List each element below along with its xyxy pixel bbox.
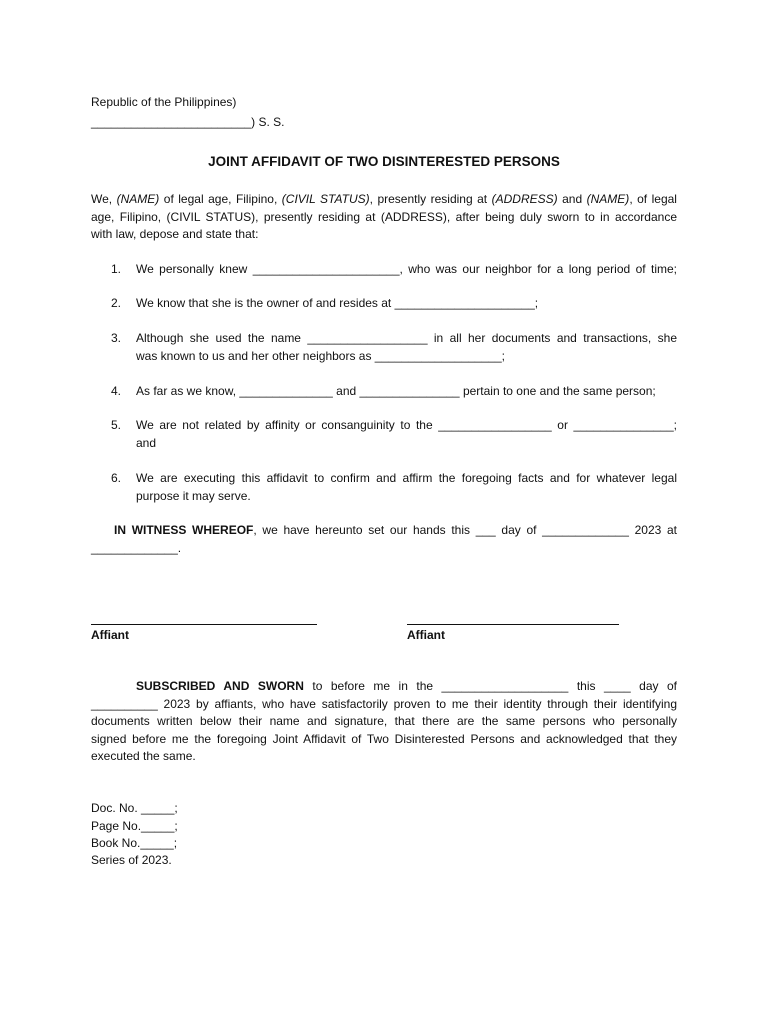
- item-text: We personally knew ______________________, who was our neighbor for a long period of time;: [136, 262, 677, 276]
- intro-paragraph: [91, 191, 677, 244]
- item-text: As far as we know, ______________ and _______________ pertain to one and the same person;: [136, 384, 656, 398]
- intro-line-1: We, (NAME) of legal age, Filipino, (CIVIL STATUS), presently residing at (ADDRESS) and (NAME), of legal: [91, 192, 677, 206]
- jurat-line-1: SUBSCRIBED AND SWORN to before me in the ___________________ this ____ day of: [136, 679, 678, 693]
- jurat-line-4: signed before me the foregoing Joint Affidavit of Two Disinterested Persons and acknowledged that they: [91, 731, 677, 746]
- jurat-paragraph: [91, 678, 677, 766]
- doc-no: Doc. No. _____;: [91, 801, 178, 815]
- series: Series of 2023.: [91, 853, 172, 867]
- item-text: We are executing this affidavit to confirm and affirm the foregoing facts and for whatever legal purpose it may serve.: [136, 471, 677, 503]
- right-affiant-label: Affiant: [407, 628, 445, 642]
- item-number: 1.: [111, 262, 122, 276]
- venue-line-2: ________________________) S. S.: [91, 115, 285, 129]
- item-number: 6.: [111, 471, 122, 485]
- item-number: 2.: [111, 296, 122, 310]
- jurat-line-2: __________ 2023 by affiants, who have satisfactorily proven to me their identity through their identifying: [91, 696, 677, 711]
- item-text: Although she used the name __________________ in all her documents and transactions, she was known to us and her other neighbors as ___________________;: [136, 331, 677, 363]
- book-no: Book No._____;: [91, 836, 178, 850]
- jurat-line-3: documents written below their name and signature, that there are the same persons who personally: [91, 714, 677, 728]
- venue-line-1: Republic of the Philippines): [91, 95, 237, 109]
- jurat-line-5: executed the same.: [91, 749, 196, 763]
- item-text: We are not related by affinity or consanguinity to the _________________ or _______________; and: [136, 418, 677, 450]
- item-number: 3.: [111, 331, 122, 345]
- witness-line-1: IN WITNESS WHEREOF, we have hereunto set our hands this ___ day of _____________ 2023 at: [114, 523, 677, 537]
- intro-line-2: age, Filipino, (CIVIL STATUS), presently residing at (ADDRESS), after being duly sworn to in accordance: [91, 209, 677, 224]
- item-number: 5.: [111, 418, 122, 432]
- page-no: Page No._____;: [91, 819, 178, 833]
- item-number: 4.: [111, 384, 122, 398]
- item-text: We know that she is the owner of and resides at _____________________;: [136, 296, 539, 310]
- left-affiant-label: Affiant: [91, 628, 129, 642]
- right-signature-line: [407, 624, 619, 625]
- witness-paragraph: [91, 522, 677, 557]
- intro-line-3: with law, depose and state that:: [91, 227, 259, 241]
- left-signature-line: [91, 624, 317, 625]
- witness-line-2: _____________.: [91, 540, 182, 555]
- document-title: JOINT AFFIDAVIT OF TWO DISINTERESTED PERSONS: [208, 154, 560, 169]
